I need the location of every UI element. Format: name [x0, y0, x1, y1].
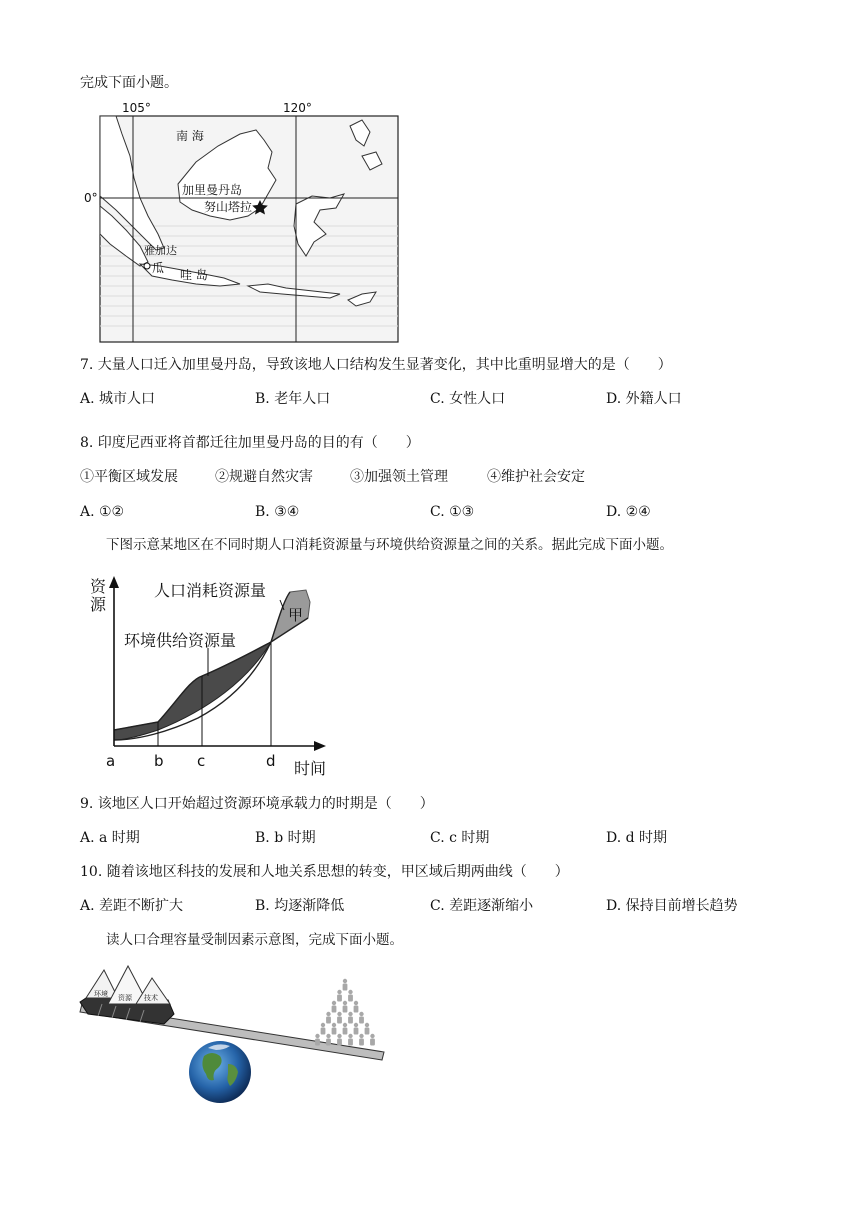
person-icon — [354, 1001, 358, 1005]
java-label-2: 哇 岛 — [180, 268, 208, 282]
person-icon — [337, 1034, 341, 1038]
q8-choice-2: ②规避自然灾害 — [215, 469, 313, 485]
person-body — [326, 1017, 331, 1024]
person-icon — [343, 1023, 347, 1027]
peak-label-3: 技术 — [144, 994, 158, 1002]
y-label-1: 资 — [90, 577, 107, 596]
lon-105-label: 105° — [122, 101, 151, 115]
person-body — [315, 1039, 320, 1046]
person-body — [354, 1006, 359, 1013]
person-icon — [348, 1012, 352, 1016]
person-icon — [370, 1034, 374, 1038]
q8-option-a[interactable]: A. ①② — [80, 504, 125, 520]
q8-option-b[interactable]: B. ③④ — [255, 504, 300, 520]
tick-b: b — [154, 752, 164, 770]
q7-stem: 7. 大量人口迁入加里曼丹岛，导致该地人口结构发生显著变化，其中比重明显增大的是（ ） — [80, 357, 672, 373]
person-body — [348, 995, 353, 1002]
q8-choice-1: ①平衡区域发展 — [80, 469, 178, 485]
person-body — [359, 1017, 364, 1024]
person-body — [337, 1039, 342, 1046]
resource-chart — [78, 570, 340, 780]
earth-icon — [189, 1041, 251, 1103]
peak-label-2: 资源 — [118, 994, 132, 1002]
person-body — [343, 1006, 348, 1013]
q9-option-d[interactable]: D. d 时期 — [606, 830, 668, 846]
person-icon — [326, 1034, 330, 1038]
lat-0-label: 0° — [84, 191, 98, 205]
person-icon — [359, 1034, 363, 1038]
intro-text-2: 下图示意某地区在不同时期人口消耗资源量与环境供给资源量之间的关系。据此完成下面小题。 — [106, 537, 673, 553]
sea-label: 南 海 — [176, 129, 204, 143]
person-body — [332, 1028, 337, 1035]
person-body — [321, 1028, 326, 1035]
tick-a: a — [106, 752, 116, 770]
indonesia-map — [84, 101, 398, 342]
person-body — [370, 1039, 375, 1046]
person-icon — [348, 990, 352, 994]
q8-choice-3: ③加强领土管理 — [350, 469, 448, 485]
jakarta-label: 雅加达 — [144, 244, 177, 257]
java-label-1: 瓜 — [152, 261, 165, 275]
person-body — [343, 984, 348, 991]
q10-stem: 10. 随着该地区科技的发展和人地关系思想的转变，甲区域后期两曲线（ ） — [80, 864, 569, 880]
person-icon — [365, 1023, 369, 1027]
tick-c: c — [197, 752, 206, 770]
q7-option-a[interactable]: A. 城市人口 — [80, 391, 156, 407]
intro-text-3: 读人口合理容量受制因素示意图，完成下面小题。 — [106, 932, 403, 948]
person-icon — [321, 1023, 325, 1027]
q8-option-c[interactable]: C. ①③ — [430, 504, 475, 520]
person-body — [348, 1017, 353, 1024]
consume-label: 人口消耗资源量 — [154, 581, 267, 600]
y-axis-arrow-icon — [109, 576, 119, 588]
supply-label: 环境供给资源量 — [124, 631, 237, 650]
nusantara-label: 努山塔拉 — [204, 200, 253, 214]
person-body — [354, 1028, 359, 1035]
person-icon — [315, 1034, 319, 1038]
person-icon — [337, 990, 341, 994]
island-label: 加里曼丹岛 — [182, 183, 243, 197]
q9-stem: 9. 该地区人口开始超过资源环境承载力的时期是（ ） — [80, 796, 434, 812]
person-body — [332, 1006, 337, 1013]
q7-option-b[interactable]: B. 老年人口 — [255, 391, 331, 407]
y-label-2: 源 — [90, 595, 107, 614]
person-icon — [343, 979, 347, 983]
person-icon — [337, 1012, 341, 1016]
person-body — [365, 1028, 370, 1035]
person-icon — [348, 1034, 352, 1038]
seesaw-illustration — [78, 964, 388, 1106]
peak-label-1: 环境 — [94, 990, 108, 998]
q9-option-c[interactable]: C. c 时期 — [430, 830, 490, 846]
q10-option-b[interactable]: B. 均逐渐降低 — [255, 898, 345, 914]
person-body — [348, 1039, 353, 1046]
jia-label: 甲 — [288, 606, 304, 624]
people-pyramid-icon — [315, 979, 375, 1046]
q9-option-a[interactable]: A. a 时期 — [80, 830, 140, 846]
x-label: 时间 — [294, 759, 327, 778]
person-icon — [343, 1001, 347, 1005]
person-body — [337, 995, 342, 1002]
q10-option-d[interactable]: D. 保持目前增长趋势 — [606, 898, 738, 914]
person-body — [343, 1028, 348, 1035]
tick-d: d — [266, 752, 276, 770]
person-icon — [332, 1001, 336, 1005]
q10-option-a[interactable]: A. 差距不断扩大 — [80, 898, 184, 914]
person-icon — [332, 1023, 336, 1027]
person-icon — [354, 1023, 358, 1027]
intro-text: 完成下面小题。 — [80, 75, 178, 91]
q7-option-d[interactable]: D. 外籍人口 — [606, 391, 682, 407]
q10-option-c[interactable]: C. 差距逐渐缩小 — [430, 898, 534, 914]
lon-120-label: 120° — [283, 101, 312, 115]
q8-option-d[interactable]: D. ②④ — [606, 504, 651, 520]
q8-choice-4: ④维护社会安定 — [487, 469, 585, 485]
person-body — [359, 1039, 364, 1046]
person-icon — [359, 1012, 363, 1016]
q9-option-b[interactable]: B. b 时期 — [255, 830, 316, 846]
q8-stem: 8. 印度尼西亚将首都迁往加里曼丹岛的目的有（ ） — [80, 435, 420, 451]
x-axis-arrow-icon — [314, 741, 326, 751]
person-body — [337, 1017, 342, 1024]
person-icon — [326, 1012, 330, 1016]
q7-option-c[interactable]: C. 女性人口 — [430, 391, 506, 407]
jakarta-marker-icon — [144, 263, 150, 269]
person-body — [326, 1039, 331, 1046]
